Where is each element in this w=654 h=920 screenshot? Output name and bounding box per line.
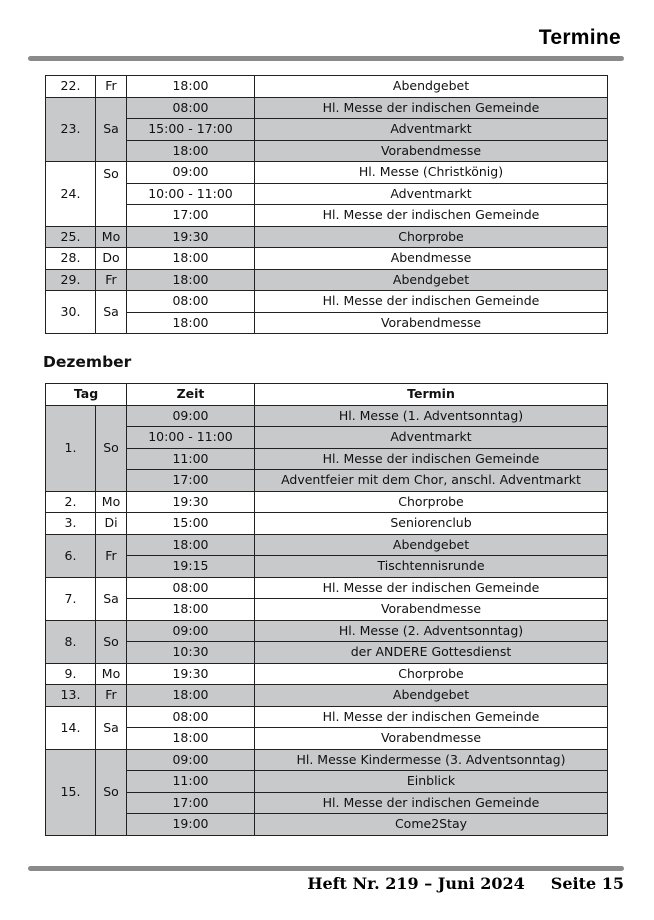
day-cell: 3. [46, 513, 96, 535]
table-row [46, 119, 608, 141]
time-cell: 17:00 [127, 205, 255, 227]
time-cell: 09:00 [127, 749, 255, 771]
event-cell: der ANDERE Gottesdienst [255, 642, 608, 664]
day-cell: 28. [46, 248, 96, 270]
header-rule [28, 56, 624, 61]
december-schedule-body [46, 405, 608, 835]
table-row [46, 205, 608, 227]
day-cell: 13. [46, 685, 96, 707]
table-header-row [46, 384, 608, 406]
event-cell: Hl. Messe der indischen Gemeinde [255, 792, 608, 814]
event-cell: Vorabendmesse [255, 599, 608, 621]
footer-rule [28, 866, 624, 871]
day-cell: 6. [46, 534, 96, 577]
weekday-cell: Sa [96, 97, 127, 162]
time-cell: 08:00 [127, 577, 255, 599]
time-cell: 08:00 [127, 706, 255, 728]
time-cell: 18:00 [127, 140, 255, 162]
time-cell: 08:00 [127, 291, 255, 313]
page-footer [307, 874, 624, 893]
weekday-cell: Mo [96, 491, 127, 513]
table-row [46, 642, 608, 664]
event-cell: Adventmarkt [255, 427, 608, 449]
november-schedule-table [45, 75, 608, 334]
weekday-cell: Di [96, 513, 127, 535]
column-header-tag: Tag [46, 384, 127, 406]
event-cell: Vorabendmesse [255, 312, 608, 334]
time-cell: 15:00 [127, 513, 255, 535]
table-row [46, 491, 608, 513]
time-cell: 15:00 - 17:00 [127, 119, 255, 141]
table-row [46, 427, 608, 449]
day-cell: 29. [46, 269, 96, 291]
november-schedule-body [46, 76, 608, 334]
weekday-cell: Sa [96, 291, 127, 334]
event-cell: Abendgebet [255, 76, 608, 98]
weekday-cell: So [96, 405, 127, 491]
time-cell: 10:00 - 11:00 [127, 183, 255, 205]
table-row [46, 556, 608, 578]
weekday-cell: Mo [96, 663, 127, 685]
event-cell: Vorabendmesse [255, 728, 608, 750]
time-cell: 18:00 [127, 728, 255, 750]
weekday-cell: Fr [96, 534, 127, 577]
table-row [46, 749, 608, 771]
time-cell: 09:00 [127, 405, 255, 427]
day-cell: 7. [46, 577, 96, 620]
event-cell: Abendgebet [255, 269, 608, 291]
event-cell: Adventmarkt [255, 183, 608, 205]
event-cell: Hl. Messe (1. Adventsonntag) [255, 405, 608, 427]
weekday-cell: Fr [96, 685, 127, 707]
event-cell: Abendmesse [255, 248, 608, 270]
table-row [46, 814, 608, 836]
event-cell: Adventfeier mit dem Chor, anschl. Adventmarkt [255, 470, 608, 492]
table-row [46, 248, 608, 270]
event-cell: Hl. Messe der indischen Gemeinde [255, 205, 608, 227]
page-number: Seite 15 [550, 874, 624, 893]
time-cell: 10:30 [127, 642, 255, 664]
time-cell: 09:00 [127, 620, 255, 642]
time-cell: 18:00 [127, 312, 255, 334]
day-cell: 1. [46, 405, 96, 491]
day-cell: 14. [46, 706, 96, 749]
event-cell: Hl. Messe (Christkönig) [255, 162, 608, 184]
table-row [46, 405, 608, 427]
event-cell: Come2Stay [255, 814, 608, 836]
day-cell: 2. [46, 491, 96, 513]
table-row [46, 269, 608, 291]
event-cell: Hl. Messe (2. Adventsonntag) [255, 620, 608, 642]
page-title: Termine [538, 26, 621, 49]
time-cell: 19:30 [127, 491, 255, 513]
time-cell: 10:00 - 11:00 [127, 427, 255, 449]
time-cell: 11:00 [127, 771, 255, 793]
event-cell: Einblick [255, 771, 608, 793]
table-row [46, 448, 608, 470]
weekday-cell: So [96, 162, 127, 227]
table-row [46, 620, 608, 642]
event-cell: Adventmarkt [255, 119, 608, 141]
event-cell: Chorprobe [255, 226, 608, 248]
weekday-cell: Fr [96, 76, 127, 98]
time-cell: 18:00 [127, 685, 255, 707]
event-cell: Vorabendmesse [255, 140, 608, 162]
time-cell: 11:00 [127, 448, 255, 470]
table-row [46, 599, 608, 621]
table-row [46, 76, 608, 98]
event-cell: Hl. Messe der indischen Gemeinde [255, 291, 608, 313]
time-cell: 19:30 [127, 663, 255, 685]
event-cell: Hl. Messe Kindermesse (3. Adventsonntag) [255, 749, 608, 771]
column-header-termin: Termin [255, 384, 608, 406]
time-cell: 18:00 [127, 534, 255, 556]
december-schedule-table [45, 383, 608, 836]
table-row [46, 577, 608, 599]
time-cell: 09:00 [127, 162, 255, 184]
table-row [46, 792, 608, 814]
table-row [46, 312, 608, 334]
day-cell: 9. [46, 663, 96, 685]
event-cell: Abendgebet [255, 685, 608, 707]
time-cell: 18:00 [127, 76, 255, 98]
table-row [46, 534, 608, 556]
event-cell: Hl. Messe der indischen Gemeinde [255, 97, 608, 119]
table-row [46, 513, 608, 535]
time-cell: 18:00 [127, 269, 255, 291]
event-cell: Hl. Messe der indischen Gemeinde [255, 577, 608, 599]
table-row [46, 663, 608, 685]
table-row [46, 140, 608, 162]
day-cell: 15. [46, 749, 96, 835]
table-row [46, 771, 608, 793]
time-cell: 19:15 [127, 556, 255, 578]
weekday-cell: Do [96, 248, 127, 270]
day-cell: 24. [46, 162, 96, 227]
event-cell: Chorprobe [255, 663, 608, 685]
table-row [46, 706, 608, 728]
day-cell: 25. [46, 226, 96, 248]
day-cell: 23. [46, 97, 96, 162]
time-cell: 18:00 [127, 248, 255, 270]
weekday-cell: Sa [96, 577, 127, 620]
table-row [46, 97, 608, 119]
day-cell: 22. [46, 76, 96, 98]
weekday-cell: Sa [96, 706, 127, 749]
table-row [46, 183, 608, 205]
event-cell: Seniorenclub [255, 513, 608, 535]
time-cell: 19:30 [127, 226, 255, 248]
event-cell: Hl. Messe der indischen Gemeinde [255, 448, 608, 470]
time-cell: 17:00 [127, 470, 255, 492]
table-row [46, 685, 608, 707]
table-row [46, 291, 608, 313]
weekday-cell: Fr [96, 269, 127, 291]
event-cell: Abendgebet [255, 534, 608, 556]
day-cell: 8. [46, 620, 96, 663]
month-heading-december: Dezember [43, 353, 132, 371]
weekday-cell: Mo [96, 226, 127, 248]
column-header-zeit: Zeit [127, 384, 255, 406]
event-cell: Hl. Messe der indischen Gemeinde [255, 706, 608, 728]
event-cell: Chorprobe [255, 491, 608, 513]
time-cell: 08:00 [127, 97, 255, 119]
event-cell: Tischtennisrunde [255, 556, 608, 578]
time-cell: 17:00 [127, 792, 255, 814]
table-row [46, 728, 608, 750]
table-row [46, 470, 608, 492]
weekday-cell: So [96, 620, 127, 663]
time-cell: 19:00 [127, 814, 255, 836]
weekday-cell: So [96, 749, 127, 835]
time-cell: 18:00 [127, 599, 255, 621]
day-cell: 30. [46, 291, 96, 334]
table-row [46, 226, 608, 248]
table-row [46, 162, 608, 184]
issue-label: Heft Nr. 219 – Juni 2024 [307, 874, 525, 893]
